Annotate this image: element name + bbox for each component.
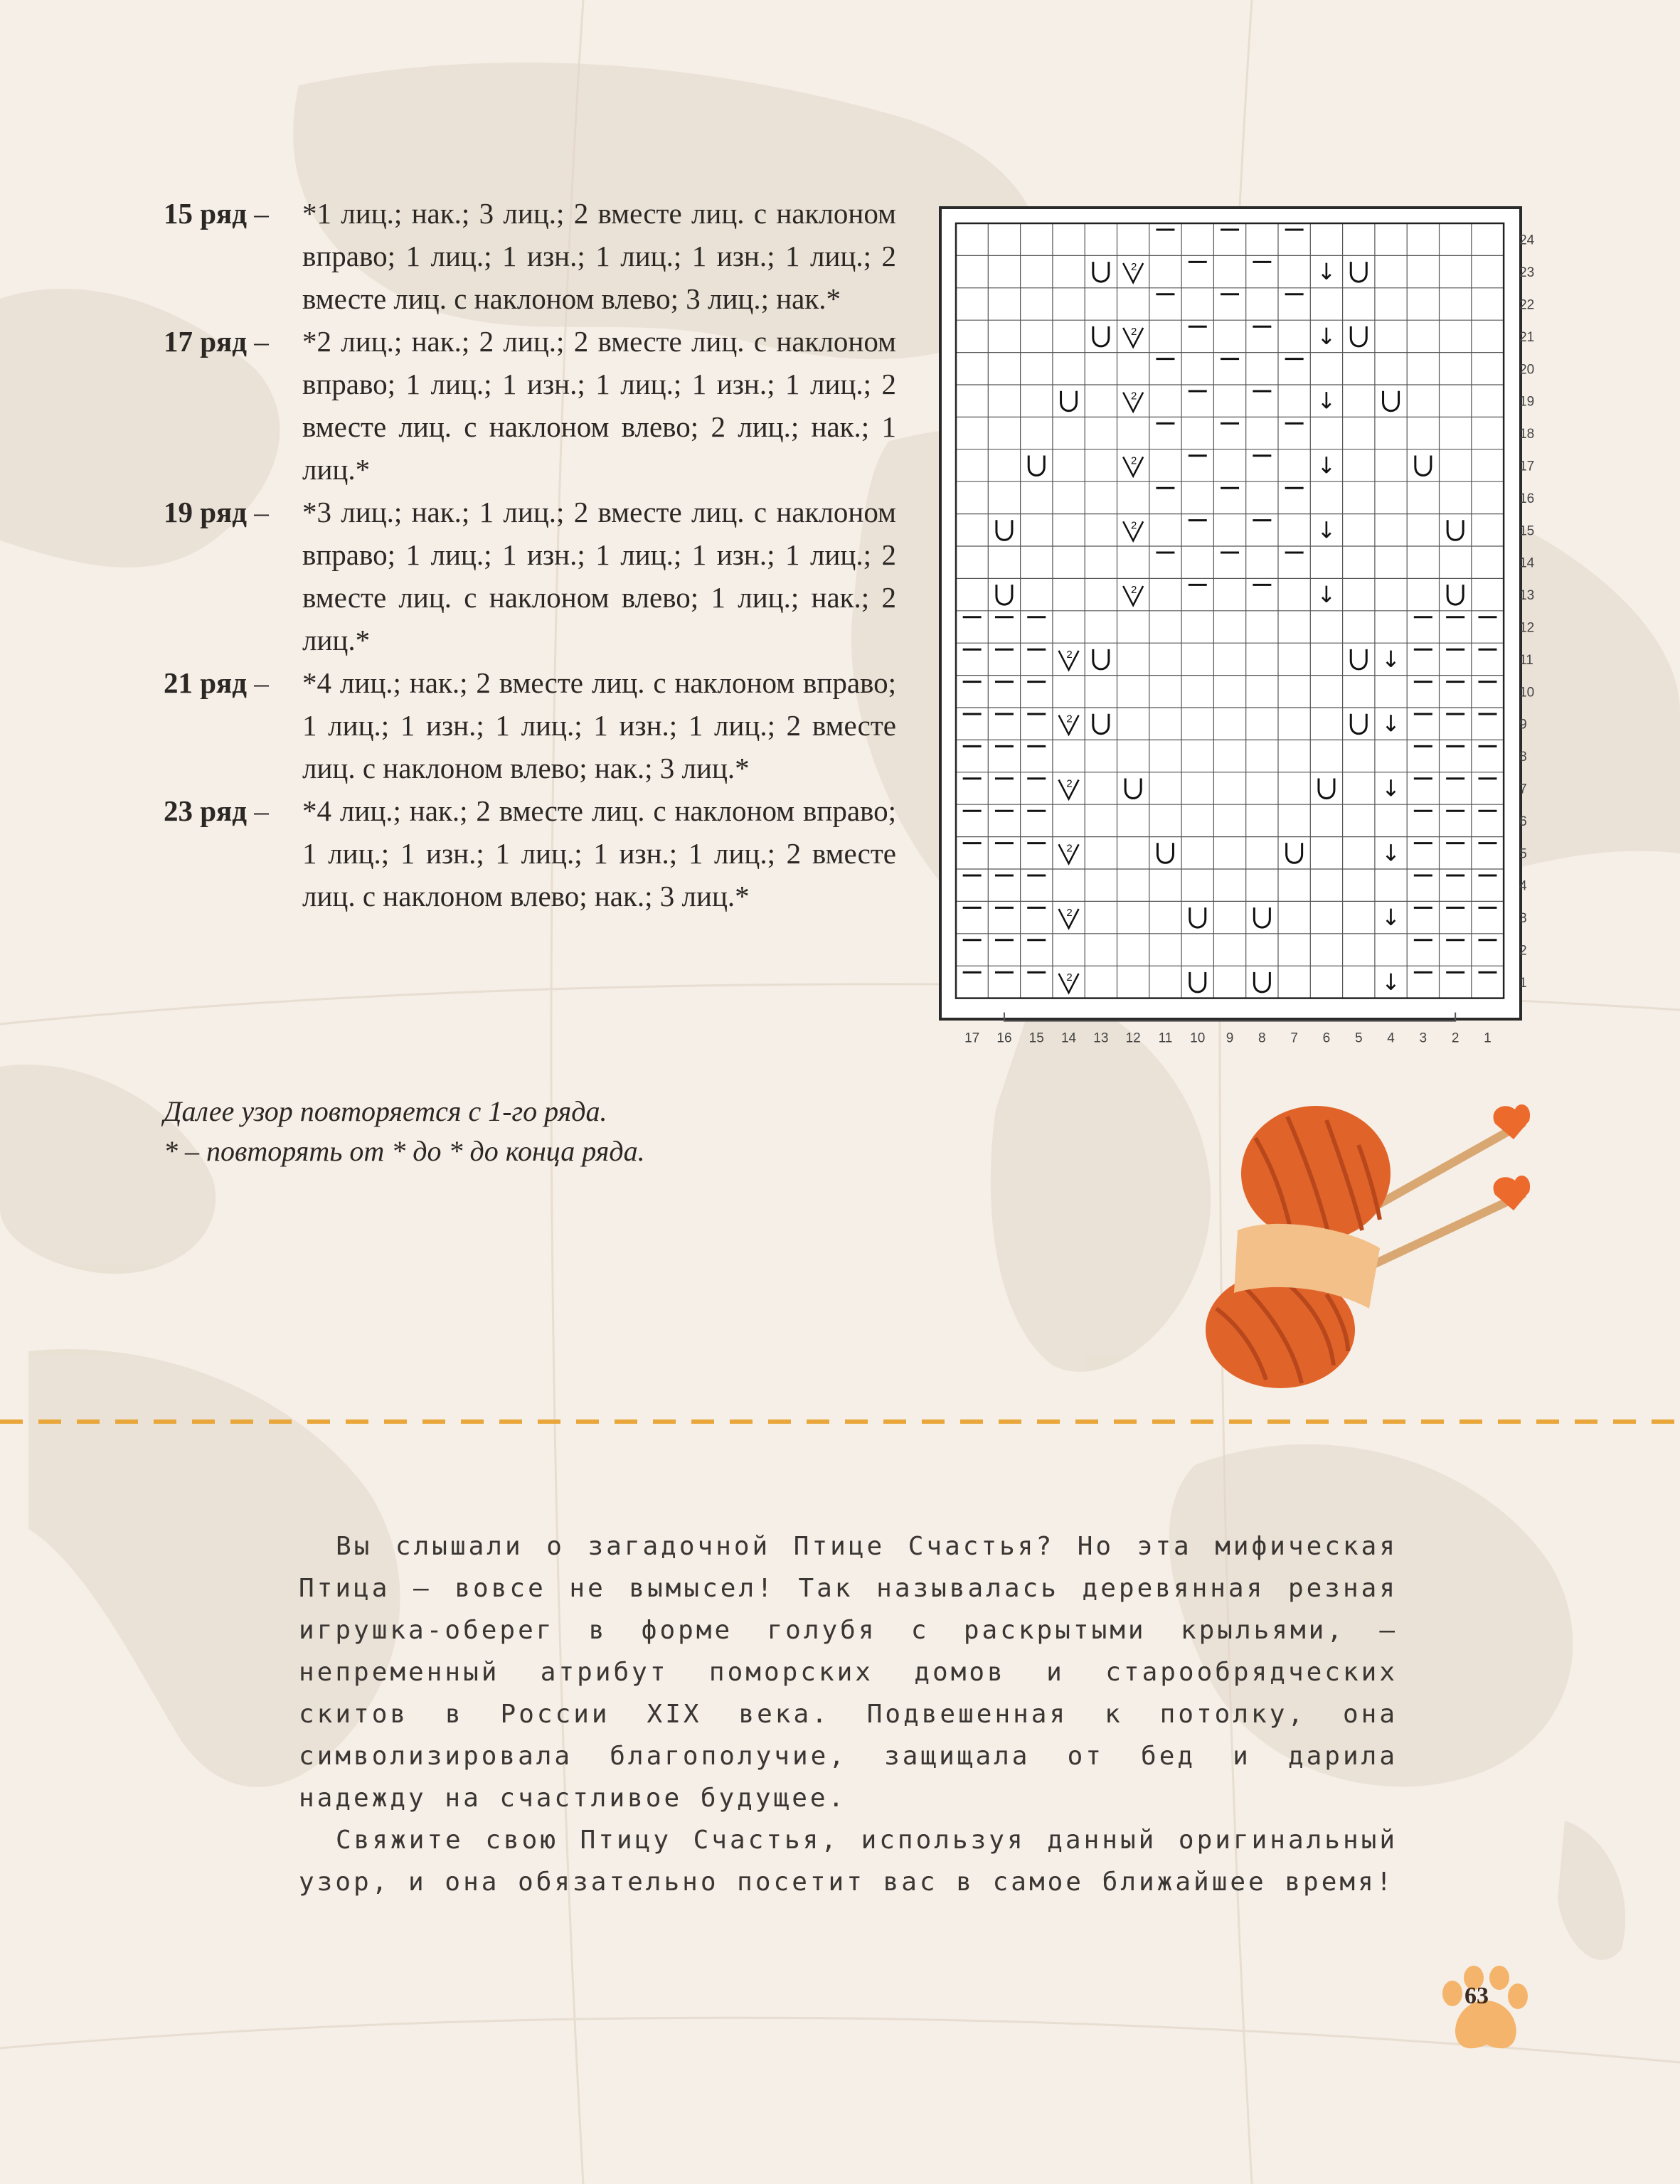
yarn-over-symbol (1415, 456, 1431, 476)
yarn-over-symbol (1028, 456, 1044, 476)
row-number-label: 19 (1519, 394, 1535, 410)
row-number-label: 17 (1519, 459, 1535, 474)
row-text: *4 лиц.; нак.; 2 вместе лиц. с наклоном вправо; 1 лиц.; 1 изн.; 1 лиц.; 1 изн.; 1 лиц.; 2 вместе лиц. с наклоном влево; нак.; 3 лиц.* (302, 794, 896, 912)
k2tog-right-symbol: ↓ (1317, 387, 1336, 415)
k2tog-right-symbol: ↓ (1317, 452, 1336, 479)
repeat-bracket (1004, 1013, 1455, 1021)
row-number-label: 7 (1519, 782, 1527, 797)
yarn-over-symbol (1351, 262, 1366, 282)
k2tog-left-label: 2 (1066, 713, 1073, 725)
row-number-label: 6 (1519, 814, 1527, 829)
k2tog-right-symbol: ↓ (1381, 710, 1400, 737)
yarn-over-symbol (1157, 843, 1173, 863)
row-number-label: 12 (1519, 620, 1535, 636)
row-text: *1 лиц.; нак.; 3 лиц.; 2 вместе лиц. с наклоном вправо; 1 лиц.; 1 изн.; 1 лиц.; 1 изн.; 1 лиц.; 2 вместе лиц. с наклоном влево; 3 лиц.; нак.* (302, 197, 896, 315)
row-number-label: 24 (1519, 233, 1535, 248)
column-number-label: 16 (996, 1030, 1012, 1046)
knitting-chart-grid (942, 209, 1535, 1046)
yarn-over-symbol (1254, 972, 1270, 992)
k2tog-right-symbol: ↓ (1381, 645, 1400, 673)
row-number-label: 5 (1519, 846, 1527, 862)
paw-print-icon (1437, 1966, 1529, 2059)
yarn-over-symbol (1093, 649, 1109, 669)
story-paragraph: Свяжите свою Птицу Счастья, используя данный оригинальный узор, и она обязательно посетит вас в самое ближайшее время! (299, 1826, 1398, 1897)
yarn-over-symbol (1351, 649, 1366, 669)
row-text: *2 лиц.; нак.; 2 лиц.; 2 вместе лиц. с наклоном вправо; 1 лиц.; 1 изн.; 1 лиц.; 1 изн.; 1 лиц.; 2 вместе лиц. с наклоном влево; 2 лиц.; нак.; 1 лиц.* (302, 325, 896, 486)
k2tog-left-label: 2 (1066, 842, 1073, 855)
k2tog-left-label: 2 (1130, 325, 1137, 338)
k2tog-right-symbol: ↓ (1317, 258, 1336, 286)
row-number-label: 1 (1519, 975, 1527, 991)
column-number-label: 11 (1158, 1030, 1173, 1046)
k2tog-left-label: 2 (1130, 454, 1137, 467)
story-paragraph: Вы слышали о загадочной Птице Счастья? Но эта мифическая Птица – вовсе не вымысел! Так называлась деревянная резная игрушка-оберег в форме голубя с раскрытыми крыльями, – непременный атрибут поморских домов и старообрядческих скитов в России XIX века. Подвешенная к потолку, она символизировала благополучие, защищала от бед и дарила надежду на счастливое будущее. (299, 1532, 1398, 1813)
yarn-over-symbol (1447, 520, 1463, 540)
row-instruction (164, 192, 896, 320)
k2tog-left-label: 2 (1066, 648, 1073, 661)
column-number-label: 15 (1028, 1030, 1044, 1046)
row-number-label: 15 (1519, 523, 1535, 539)
k2tog-right-symbol: ↓ (1381, 904, 1400, 932)
row-number-label: 3 (1519, 911, 1527, 927)
k2tog-right-symbol: ↓ (1381, 774, 1400, 802)
row-number-label: 10 (1519, 685, 1535, 701)
dashed-divider (0, 1419, 1680, 1424)
column-number-label: 5 (1354, 1030, 1363, 1046)
row-instruction (164, 491, 896, 661)
yarn-over-symbol (1383, 391, 1399, 411)
row-number-label: 13 (1519, 588, 1535, 604)
column-number-label: 14 (1060, 1030, 1077, 1046)
row-number-label: 14 (1519, 555, 1535, 571)
k2tog-left-label: 2 (1130, 261, 1137, 274)
column-number-label: 13 (1093, 1030, 1109, 1046)
yarn-over-symbol (1093, 714, 1109, 734)
row-text: *3 лиц.; нак.; 1 лиц.; 2 вместе лиц. с наклоном вправо; 1 лиц.; 1 изн.; 1 лиц.; 1 изн.; 1 лиц.; 2 вместе лиц. с наклоном влево; 1 лиц.; нак.; 2 лиц.* (302, 496, 896, 656)
yarn-over-symbol (996, 585, 1012, 604)
yarn-over-symbol (1447, 585, 1463, 604)
row-label: 15 ряд – (164, 197, 269, 230)
row-number-label: 18 (1519, 427, 1535, 442)
note-repeat: Далее узор повторяется с 1-го ряда. (164, 1095, 607, 1127)
column-number-label: 3 (1419, 1030, 1428, 1046)
row-instructions (164, 192, 896, 917)
column-number-label: 17 (964, 1030, 980, 1046)
k2tog-right-symbol: ↓ (1381, 839, 1400, 867)
yarn-over-symbol (1093, 262, 1109, 282)
yarn-over-symbol (1125, 779, 1141, 799)
row-text: *4 лиц.; нак.; 2 вместе лиц. с наклоном вправо; 1 лиц.; 1 изн.; 1 лиц.; 1 изн.; 1 лиц.; 2 вместе лиц. с наклоном влево; нак.; 3 лиц.* (302, 666, 896, 784)
column-number-label: 6 (1322, 1030, 1331, 1046)
yarn-over-symbol (1190, 907, 1206, 927)
k2tog-left-label: 2 (1066, 971, 1073, 984)
column-number-label: 8 (1258, 1030, 1266, 1046)
yarn-over-symbol (1287, 843, 1302, 863)
yarn-over-symbol (996, 520, 1012, 540)
row-number-label: 4 (1519, 878, 1527, 894)
yarn-over-symbol (1351, 326, 1366, 346)
yarn-over-symbol (1254, 907, 1270, 927)
k2tog-right-symbol: ↓ (1317, 581, 1336, 609)
yarn-over-symbol (1061, 391, 1077, 411)
k2tog-right-symbol: ↓ (1317, 516, 1336, 544)
yarn-over-symbol (1319, 779, 1334, 799)
yarn-over-symbol (1190, 972, 1206, 992)
k2tog-left-label: 2 (1066, 907, 1073, 920)
row-number-label: 21 (1519, 329, 1535, 345)
column-number-label: 9 (1226, 1030, 1234, 1046)
row-instruction (164, 661, 896, 789)
row-number-label: 23 (1519, 265, 1535, 281)
row-label: 21 ряд – (164, 666, 269, 699)
row-label: 17 ряд – (164, 325, 269, 358)
row-number-label: 2 (1519, 943, 1527, 959)
row-number-label: 9 (1519, 717, 1527, 733)
k2tog-left-label: 2 (1130, 584, 1137, 597)
row-number-label: 16 (1519, 491, 1535, 506)
row-label: 19 ряд – (164, 496, 269, 528)
column-number-label: 2 (1451, 1030, 1460, 1046)
k2tog-left-label: 2 (1130, 519, 1137, 532)
k2tog-left-label: 2 (1066, 777, 1073, 790)
page-number: 63 (1464, 1983, 1489, 2009)
yarn-ball-icon (1188, 1095, 1529, 1394)
yarn-over-symbol (1093, 326, 1109, 346)
knitting-chart (939, 206, 1535, 1046)
row-number-label: 11 (1519, 652, 1533, 668)
pattern-notes (164, 1092, 645, 1171)
column-number-label: 12 (1125, 1030, 1141, 1046)
k2tog-right-symbol: ↓ (1381, 968, 1400, 996)
story-text (299, 1525, 1398, 1903)
column-number-label: 7 (1290, 1030, 1298, 1046)
k2tog-right-symbol: ↓ (1317, 322, 1336, 350)
note-asterisk: * – повторять от * до * до конца ряда. (164, 1135, 645, 1167)
column-number-label: 1 (1484, 1030, 1492, 1046)
row-label: 23 ряд – (164, 794, 269, 827)
row-number-label: 8 (1519, 750, 1527, 765)
k2tog-left-label: 2 (1130, 390, 1137, 403)
row-instruction (164, 789, 896, 917)
yarn-over-symbol (1351, 714, 1366, 734)
row-instruction (164, 320, 896, 491)
row-number-label: 20 (1519, 362, 1535, 378)
column-number-label: 4 (1387, 1030, 1395, 1046)
row-number-label: 22 (1519, 297, 1535, 313)
column-number-label: 10 (1190, 1030, 1206, 1046)
